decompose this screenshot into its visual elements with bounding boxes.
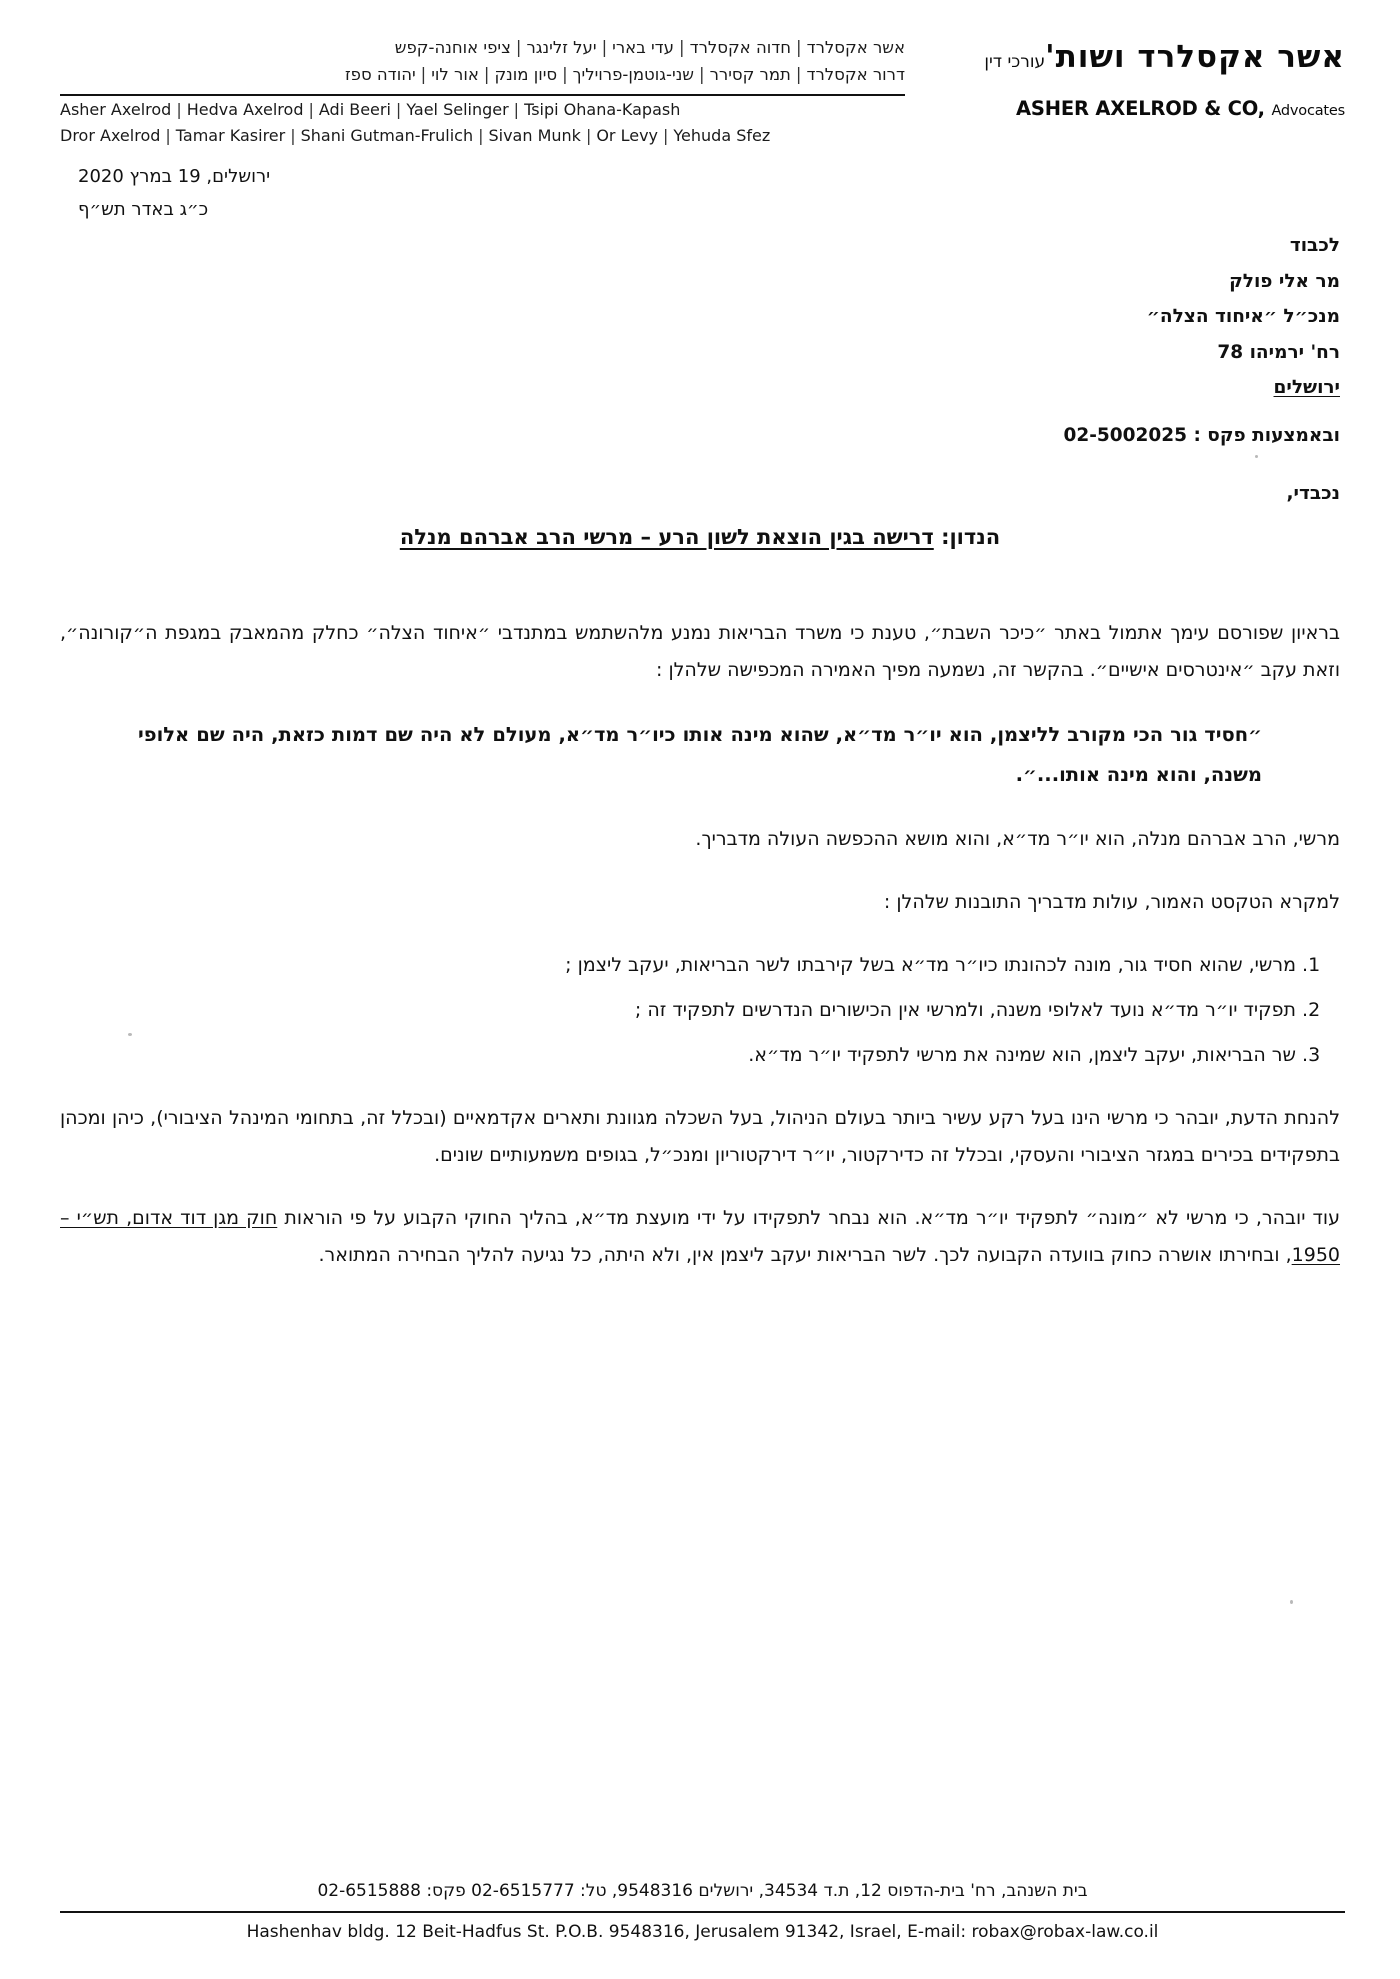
letterhead-divider-top: [60, 94, 905, 96]
fax-line: ובאמצעות פקס : 02-5002025: [1063, 425, 1340, 446]
partner-name: דרור אקסלרד: [806, 65, 905, 85]
letterhead: [0, 34, 1400, 154]
name-separator: |: [562, 65, 568, 85]
body-paragraph-5-part-a: עוד יובהר, כי מרשי לא ״מונה״ לתפקיד יו״ר מד״א. הוא נבחר לתפקידו על ידי מועצת מד״א, בהליך החוקי הקבוע על פי הוראות: [277, 1207, 1340, 1230]
footer-address-english: Hashenhav bldg. 12 Beit-Hadfus St. P.O.B. 9548316, Jerusalem 91342, Israel, E-mail: robax@robax-law.co.il: [246, 1922, 1159, 1943]
name-separator: |: [290, 125, 296, 145]
claims-list-item: 1. מרשי, שהוא חסיד גור, מונה לכהונתו כיו״ר מד״א בשל קירבתו לשר הבריאות, יעקב ליצמן ;: [60, 947, 1296, 984]
footer: [60, 1879, 1345, 1945]
date-block: [0, 160, 330, 227]
partner-name: Yehuda Sfez: [673, 125, 771, 145]
scan-speck: [1255, 455, 1258, 458]
name-separator: |: [165, 125, 171, 145]
subject-text: דרישה בגין הוצאת לשון הרע – מרשי הרב אברהם מנלה: [399, 525, 934, 549]
claims-list: [60, 947, 1340, 1074]
partner-names-english-row-2: [60, 124, 905, 147]
footer-divider: [60, 1911, 1345, 1913]
claims-list-item: 3. שר הבריאות, יעקב ליצמן, הוא שמינה את מרשי לתפקיד יו״ר מד״א.: [60, 1037, 1296, 1074]
scan-speck: [128, 1033, 132, 1036]
addressee-street: רח' ירמיהו 78: [1217, 341, 1340, 363]
body-paragraph-4: להנחת הדעת, יובהר כי מרשי הינו בעל רקע עשיר ביותר בעולם הניהול, בעל השכלה מגוונת ותארים אקדמאיים (ובכלל זה, בתחומי המינהל הציבורי), כיהן ומכהן בתפקידים בכירים במגזר הציבורי והעסקי, ובכלל זה כדירקטור, יו״ר דירקטוריון ומנכ״ל, בגופים משמעותיים שונים.: [60, 1107, 1340, 1167]
footer-address-hebrew: בית השנהב, רח' בית-הדפוס 12, ת.ד 34534, ירושלים 9548316, טל: 02-6515777 פקס: 02-6515888: [317, 1880, 1088, 1901]
name-separator: |: [663, 125, 669, 145]
name-separator: |: [395, 100, 402, 120]
date-gregorian: ירושלים, 19 במרץ 2020: [78, 166, 271, 187]
body-paragraph-5: [60, 1200, 1340, 1274]
partner-name: אור לוי: [431, 65, 479, 85]
firm-name-english: ASHER AXELROD & CO,: [1015, 96, 1265, 120]
partner-name: עדי בארי: [612, 38, 674, 57]
partner-names-hebrew-row-2: [60, 61, 905, 88]
name-separator: |: [795, 65, 802, 85]
name-separator: |: [699, 65, 705, 85]
partner-name: Yael Selinger: [406, 100, 509, 120]
partner-names-hebrew-row-1: [60, 34, 905, 61]
salutation: נכבדי,: [1286, 483, 1340, 504]
addressee-honorific: לכבוד: [1289, 235, 1340, 256]
date-hebrew: כ״ג באדר תש״ף: [78, 199, 209, 221]
name-separator: |: [796, 38, 802, 57]
letter-body: [60, 615, 1340, 1300]
addressee-title: מנכ״ל ״איחוד הצלה״: [1146, 306, 1340, 328]
partner-name: סיון מונק: [494, 65, 558, 85]
partner-name: Tamar Kasirer: [175, 125, 286, 145]
body-paragraph-3: למקרא הטקסט האמור, עולות מדבריך התובנות שלהלן :: [883, 891, 1340, 914]
name-separator: |: [513, 100, 520, 120]
name-separator: |: [420, 65, 427, 85]
partner-name: Hedva Axelrod: [186, 100, 304, 120]
name-separator: |: [483, 65, 490, 85]
partner-name: Sivan Munk: [488, 125, 581, 145]
subject-line: [60, 525, 1340, 549]
body-paragraph-5-part-b: , ובחירתו אושרה כחוק בוועדה הקבועה לכך. לשר הבריאות יעקב ליצמן אין, ולא היתה, כל נגיעה להליך הבחירה המתואר.: [318, 1244, 1292, 1267]
claims-list-item: 2. תפקיד יו״ר מד״א נועד לאלופי משנה, ולמרשי אין הכישורים הנדרשים לתפקיד זה ;: [60, 992, 1296, 1029]
firm-logo-english: [915, 97, 1345, 120]
partner-name: Dror Axelrod: [60, 125, 161, 145]
quoted-statement: ״חסיד גור הכי מקורב לליצמן, הוא יו״ר מד״א, שהוא מינה אותו כיו״ר מד״א, מעולם לא היה שם דמות כזאת, היה שם אלופי משנה, והוא מינה אותו...״.: [138, 723, 1262, 787]
partner-name: יהודה ספז: [344, 65, 416, 85]
partner-name: שני-גוטמן-פרויליך: [572, 65, 694, 85]
body-paragraph-2: מרשי, הרב אברהם מנלה, הוא יו״ר מד״א, והוא מושא ההכפשה העולה מדבריך.: [695, 828, 1340, 851]
name-separator: |: [176, 100, 182, 120]
firm-logo-hebrew: [915, 40, 1345, 75]
partner-name: אשר אקסלרד: [806, 38, 905, 57]
partner-name: Asher Axelrod: [60, 100, 172, 120]
name-separator: |: [585, 125, 592, 145]
partner-name: Tsipi Ohana-Kapash: [524, 100, 681, 120]
name-separator: |: [601, 38, 608, 57]
firm-name-hebrew: אשר אקסלרד ושות': [1045, 39, 1345, 75]
partner-name: חדוה אקסלרד: [689, 38, 792, 57]
scan-speck: [1290, 1600, 1293, 1604]
body-paragraph-1: בראיון שפורסם עימך אתמול באתר ״כיכר השבת״, טענת כי משרד הבריאות נמנע מלהשתמש במתנדבי ״איחוד הצלה״ כחלק מהמאבק במגפת ה״קורונה״, וזאת עקב ״אינטרסים אישיים״. בהקשר זה, נשמעה מפיך האמירה המכפישה שלהלן :: [60, 622, 1340, 682]
addressee-city: ירושלים: [1273, 377, 1340, 399]
firm-subtitle-hebrew: עורכי דין: [984, 52, 1046, 72]
addressee-name: מר אלי פולק: [1229, 270, 1340, 292]
subject-prefix: הנדון:: [933, 525, 1001, 549]
partner-name: Or Levy: [596, 125, 658, 145]
addressee-block: [920, 228, 1340, 406]
partner-name: Adi Beeri: [318, 100, 391, 120]
name-separator: |: [308, 100, 314, 120]
name-separator: |: [478, 125, 484, 145]
partner-name: יעל זלינגר: [526, 38, 597, 57]
name-separator: |: [679, 38, 685, 57]
partner-names-english-row-1: [60, 98, 905, 121]
partner-names-block: [60, 34, 905, 147]
firm-subtitle-english: Advocates: [1271, 102, 1345, 119]
partner-name: Shani Gutman-Frulich: [300, 125, 474, 145]
name-separator: |: [515, 38, 522, 57]
partner-name: ציפי אוחנה-קפש: [394, 38, 511, 57]
firm-logo: [915, 40, 1345, 120]
law-reference: חוק מגן דוד אדום, תש״י – 1950: [60, 1207, 1340, 1267]
partner-name: תמר קסירר: [709, 65, 791, 85]
